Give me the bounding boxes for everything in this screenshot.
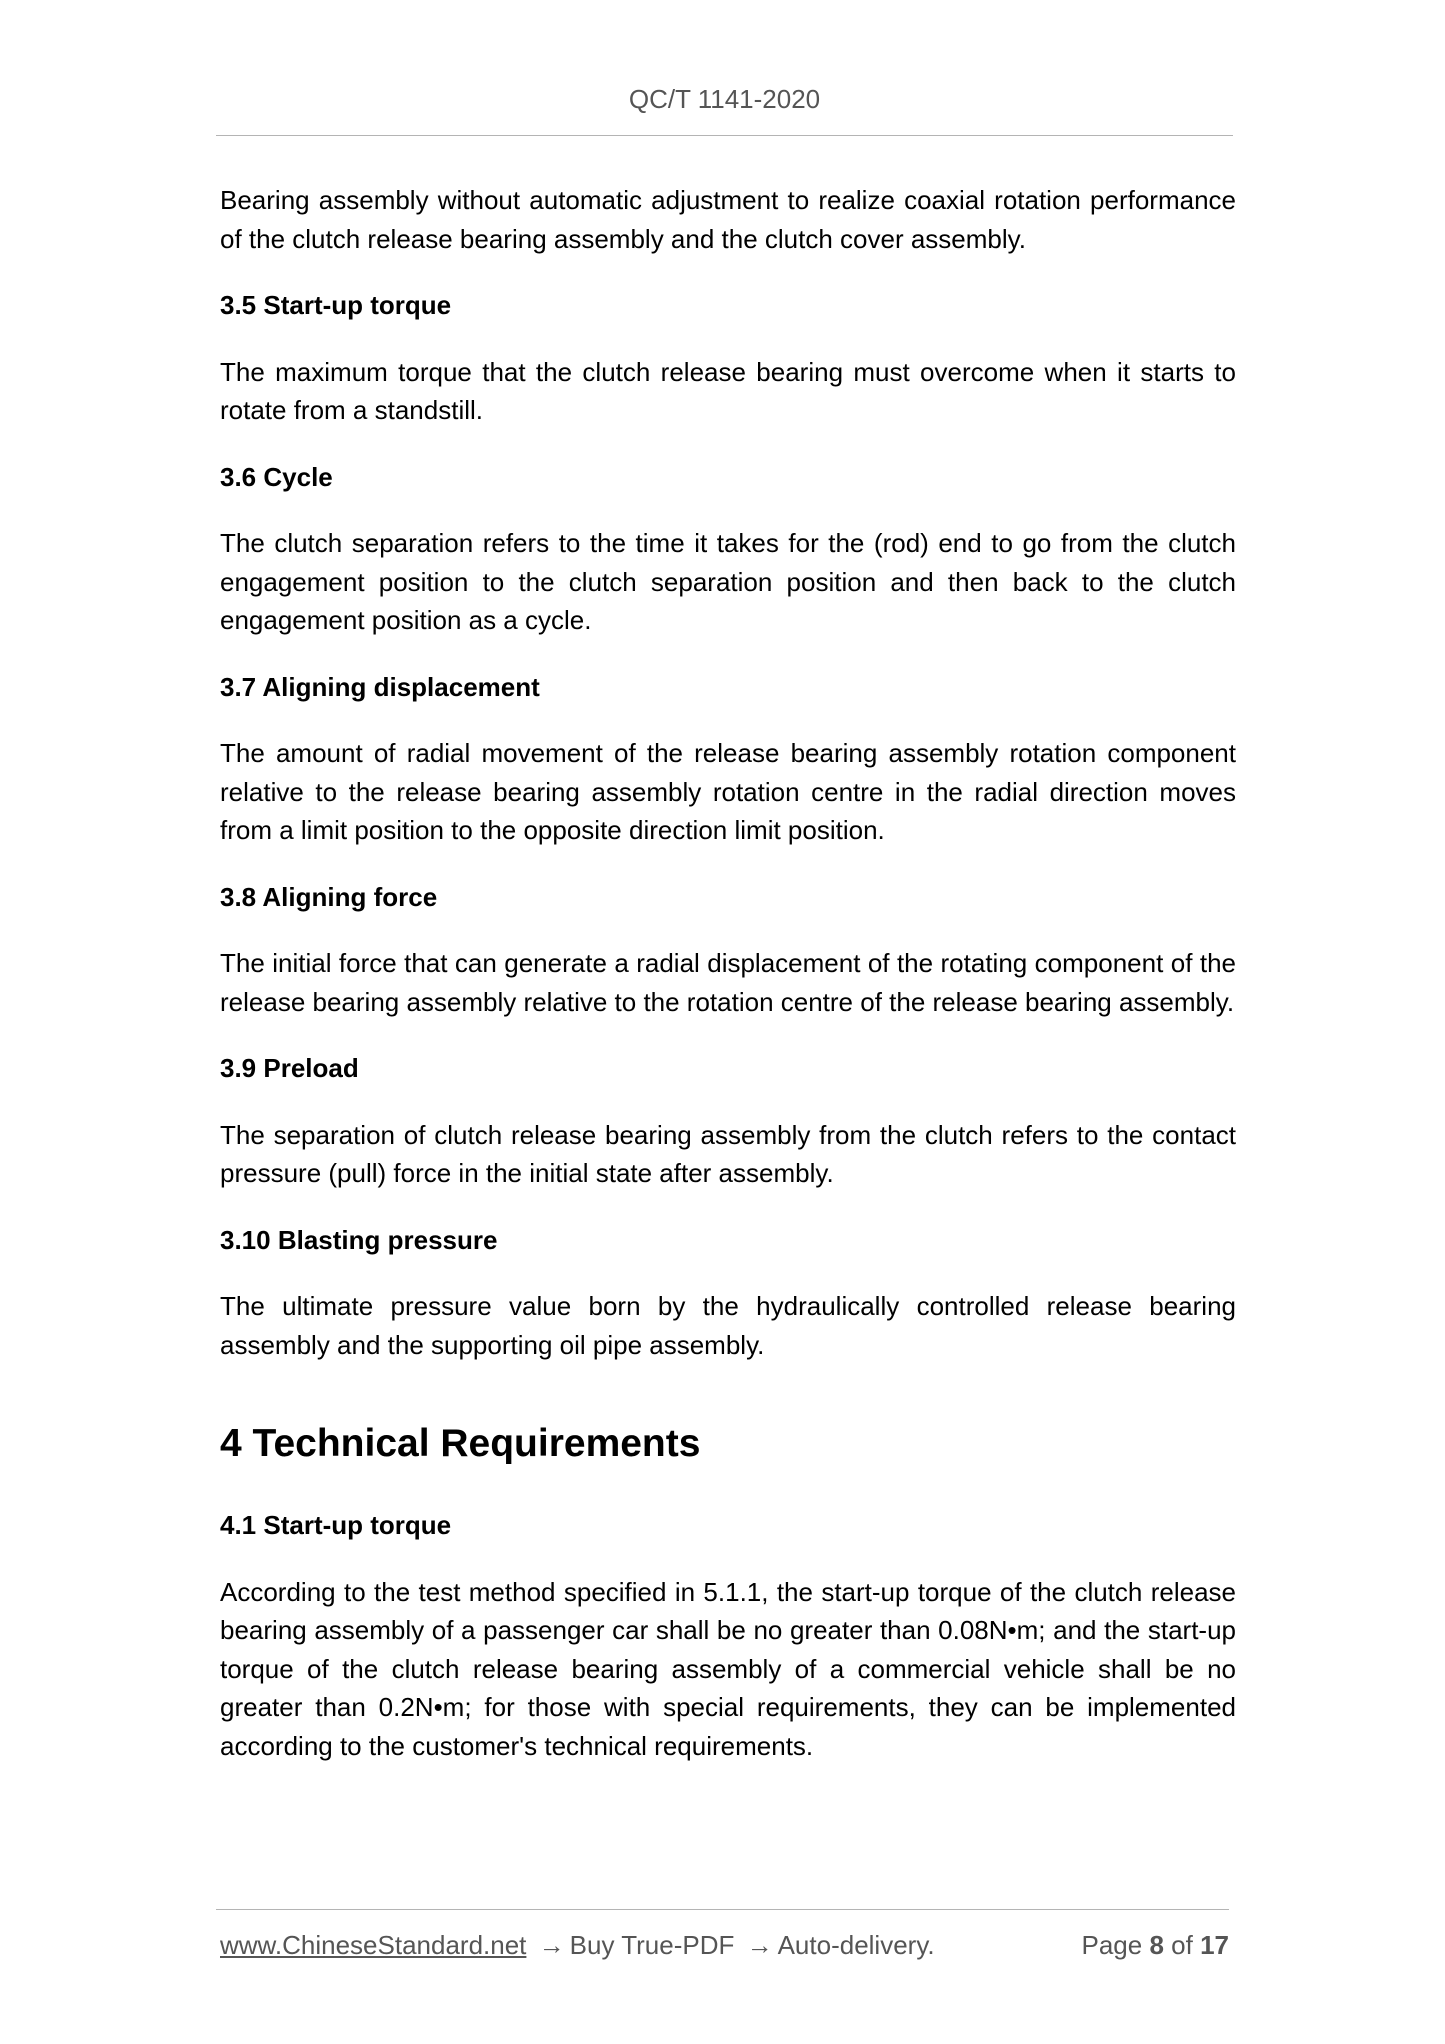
total-page-count: 17 bbox=[1200, 1930, 1229, 1960]
heading-3-8-aligning-force: 3.8 Aligning force bbox=[220, 881, 438, 912]
footer-divider bbox=[216, 1909, 1229, 1910]
heading-3-10-blasting-pressure: 3.10 Blasting pressure bbox=[220, 1224, 498, 1255]
arrow-right-icon: → bbox=[538, 1930, 565, 1960]
page-header bbox=[216, 84, 1233, 115]
auto-delivery-text: Auto-delivery. bbox=[777, 1930, 935, 1960]
paragraph-aligning-force-definition: The initial force that can generate a radial displacement of the rotating component of the release bearing assembly relative to the rotation centre of the release bearing assembly. bbox=[220, 948, 1236, 1017]
heading-3-6-cycle: 3.6 Cycle bbox=[220, 461, 333, 492]
heading-3-5-start-up-torque: 3.5 Start-up torque bbox=[220, 290, 452, 320]
of-label: of bbox=[1171, 1930, 1193, 1960]
paragraph-cycle-definition: The clutch separation refers to the time it takes for the (rod) end to go from the clutch engagement position to the clutch separation position and then back to the clutch engagement position as a cycle. bbox=[220, 528, 1236, 635]
footer-promo bbox=[220, 1928, 935, 1962]
chinesestandard-link[interactable]: www.ChineseStandard.net bbox=[220, 1930, 527, 1960]
paragraph-preload-definition: The separation of clutch release bearing assembly from the clutch refers to the contact pressure (pull) force in the initial state after assembly. bbox=[220, 1119, 1236, 1188]
current-page-number: 8 bbox=[1149, 1930, 1164, 1960]
heading-4-1-start-up-torque: 4.1 Start-up torque bbox=[220, 1510, 452, 1540]
heading-4-technical-requirements: 4 Technical Requirements bbox=[220, 1422, 701, 1465]
paragraph-start-up-torque-requirement: According to the test method specified in 5.1.1, the start-up torque of the clutch release bearing assembly of a passenger car shall be no greater than 0.08N•m; and the start-up torque of the clutch release bearing assembly of a commercial vehicle shall be no greater than 0.2N•m; for those with special requirements, they can be implemented according to the customer's technical requirements. bbox=[220, 1576, 1236, 1761]
page-label: Page bbox=[1081, 1930, 1143, 1960]
paragraph-start-up-torque-definition: The maximum torque that the clutch release bearing must overcome when it starts to rotate from a standstill. bbox=[220, 356, 1236, 425]
buy-true-pdf-text: Buy True-PDF bbox=[569, 1930, 735, 1960]
heading-3-7-aligning-displacement: 3.7 Aligning displacement bbox=[220, 671, 540, 702]
arrow-right-icon: → bbox=[746, 1930, 773, 1960]
header-divider bbox=[216, 135, 1233, 136]
heading-3-9-preload: 3.9 Preload bbox=[220, 1053, 359, 1083]
paragraph-bearing-assembly: Bearing assembly without automatic adjustment to realize coaxial rotation performance of the clutch release bearing assembly and the clutch cover assembly. bbox=[220, 185, 1236, 254]
page-number bbox=[1081, 1928, 1229, 1962]
document-body bbox=[220, 181, 1236, 1793]
paragraph-aligning-displacement-definition: The amount of radial movement of the release bearing assembly rotation component relative to the release bearing assembly rotation centre in the radial direction moves from a limit position to the opposite direction limit position. bbox=[220, 738, 1236, 845]
standard-code: QC/T 1141-2020 bbox=[628, 84, 821, 114]
paragraph-blasting-pressure-definition: The ultimate pressure value born by the hydraulically controlled release bearing assembly and the supporting oil pipe assembly. bbox=[220, 1291, 1236, 1360]
